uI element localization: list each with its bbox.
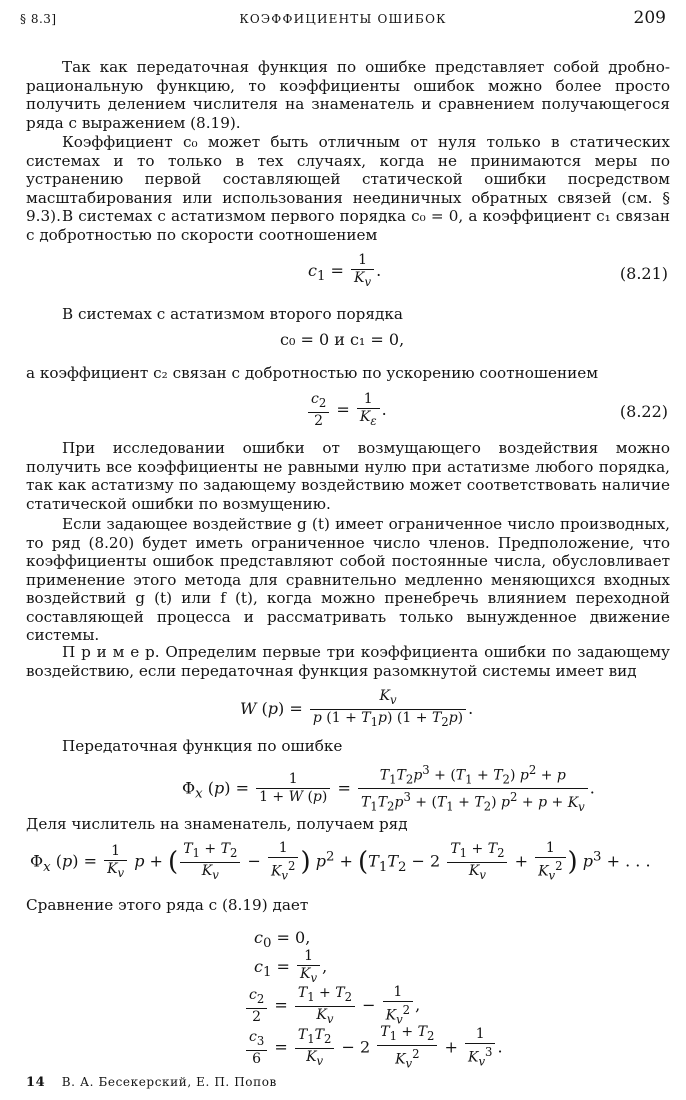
equation-8-21: $c_1$ = $\frac{1}{K_v}$ . (308, 252, 382, 289)
signature-mark: 14 (26, 1075, 46, 1090)
equation-number-8-22: (8.22) (619, 402, 668, 421)
chapter-title: КОЭФФИЦИЕНТЫ ОШИБОК (239, 12, 447, 26)
equation-series: $\Phi_x$ (p) = $\frac{1}{K_v}$ p + ( $\frac{T_1 + T_2}{K_v}$ − $\frac{1}{K_v^2}$ ) $p^2 + (T_1T_2 - 2$ $\frac{T_1 + T_2}{K_v}$ + $\frac{1}{K_v^2}$ ) $p^3$ + . . . (30, 840, 651, 883)
page-footer (26, 1075, 277, 1090)
result-c0: $c_0 = 0$, (254, 928, 311, 952)
paragraph-7: Если задающее воздействие g (t) имеет ограниченное число производных, то ряд (8.20) будет иметь ограниченное число членов. Предположение, что коэффициенты ошибок представляют собой постоянные числа, обусловливает применение этого метода для сравнительно медленно меняющихся входных воздействий g (t) или f (t), когда можно пренебречь влиянием переходной составляющей процесса и рассматривать только вынужденное движение системы. (26, 515, 670, 644)
result-c2: $\frac{c_2}{2}$ = $\frac{T_1 + T_2}{K_v}$ − $\frac{1}{K_v^2}$ , (244, 984, 420, 1028)
equation-c0-c1-zero: c₀ = 0 и c₁ = 0, (280, 330, 405, 349)
result-c1: $c_1$ = $\frac{1}{K_v}$ , (254, 948, 328, 985)
equation-open-loop-transfer: W (p) = $\frac{K_v}{p (1 + T_1p) (1 + T_2p)}$ . (240, 688, 474, 729)
running-header (20, 8, 666, 32)
paragraph-2: Коэффициент c₀ может быть отличным от нуля только в статических системах и то только в тех случаях, когда не принимаются меры по устранению первой составляющей статической ошибки посредством масштабирования или использования неединичных обратных связей (см. § 9.3). (26, 133, 670, 225)
section-ref: § 8.3] (20, 12, 57, 26)
paragraph-9: Передаточная функция по ошибке (62, 737, 343, 755)
equation-8-22: $\frac{c_2}{2}$ = $\frac{1}{K_\varepsilon}$ . (306, 391, 387, 430)
paragraph-5: а коэффициент c₂ связан с добротностью по ускорению соотношением (26, 364, 599, 382)
equation-number-8-21: (8.21) (619, 264, 668, 283)
paragraph-6: При исследовании ошибки от возмущающего воздействия можно получить все коэффициенты не равными нулю при астатизме любого порядка, так как астатизму по задающему воздействию может соответствовать наличие статической ошибки по возмущению. (26, 439, 670, 513)
equation-error-transfer: $\Phi_x$ (p) = $\frac{1}{1 + W (p)}$ = $\frac{T_1T_2p^3 + (T_1 + T_2) p^2 + p}{T_1T_2p^3 + (T_1 + T_2) p^2 + p + K_v}$ . (182, 763, 595, 814)
page-number: 209 (633, 8, 666, 28)
authors-line: В. А. Бесекерский, Е. П. Попов (61, 1075, 277, 1089)
paragraph-10: Деля числитель на знаменатель, получаем ряд (26, 815, 408, 833)
paragraph-3: В системах с астатизмом первого порядка c₀ = 0, а коэффициент c₁ связан с добротностью по скорости соотношением (26, 207, 670, 244)
result-c3: $\frac{c_3}{6}$ = $\frac{T_1T_2}{K_v}$ − 2 $\frac{T_1 + T_2}{K_v^2}$ + $\frac{1}{K_v^3}$ . (244, 1024, 503, 1072)
paragraph-8: П р и м е р. Определим первые три коэффициента ошибки по задающему воздействию, если передаточная функция разомкнутой системы имеет вид (26, 643, 670, 680)
paragraph-11: Сравнение этого ряда с (8.19) дает (26, 896, 309, 914)
paragraph-1: Так как передаточная функция по ошибке представляет собой дробно-рациональную функцию, то коэффициенты ошибок можно более просто получить делением числителя на знаменатель и сравнением получающегося ряда с выражением (8.19). (26, 58, 670, 132)
paragraph-4: В системах с астатизмом второго порядка (62, 305, 403, 323)
